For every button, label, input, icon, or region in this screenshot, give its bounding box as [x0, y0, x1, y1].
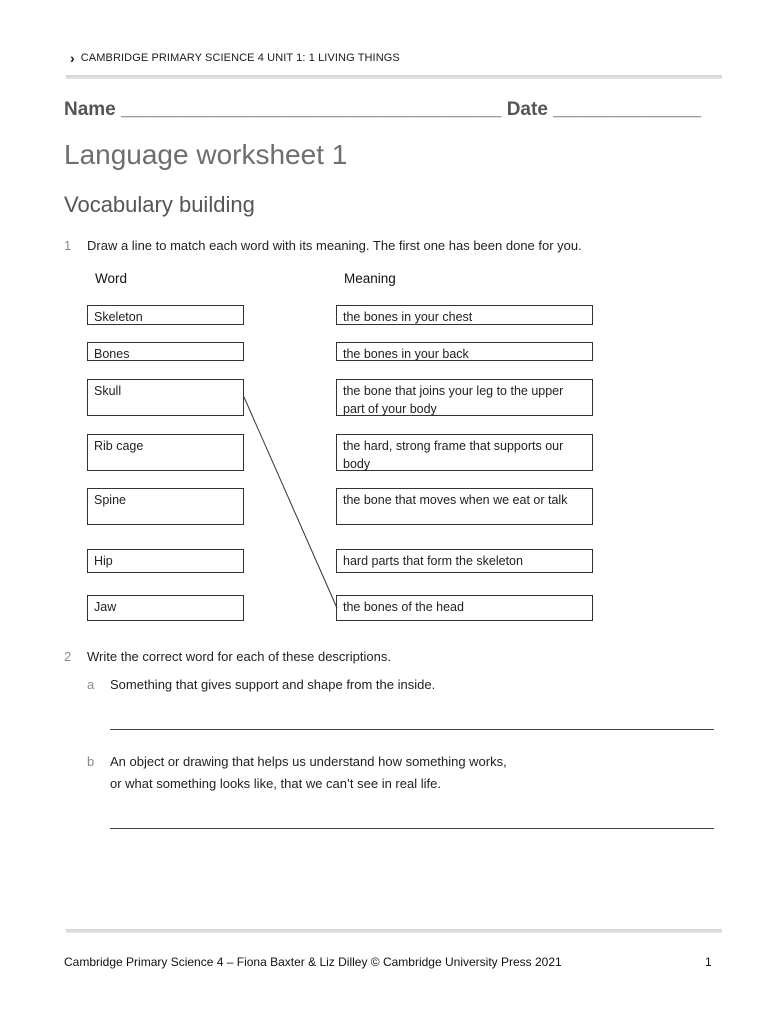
part-b-letter: b	[87, 754, 95, 769]
chevron-right-icon: ›	[70, 49, 75, 66]
meaning-box-chest: the bones in your chest	[336, 305, 593, 325]
meaning-box-back: the bones in your back	[336, 342, 593, 361]
question-2-number: 2	[64, 649, 72, 664]
word-column-header: Word	[95, 271, 128, 286]
part-b-answer-line[interactable]	[110, 828, 714, 829]
question-1-number: 1	[64, 238, 72, 253]
meaning-box-head: the bones of the head	[336, 595, 593, 621]
word-box-skeleton: Skeleton	[87, 305, 244, 325]
meaning-box-hard-parts: hard parts that form the skeleton	[336, 549, 593, 573]
meaning-box-hip-joint: the bone that joins your leg to the upper part of your body	[336, 379, 593, 416]
footer-divider	[66, 929, 722, 933]
meaning-box-eat-talk: the bone that moves when we eat or talk	[336, 488, 593, 525]
section-heading: Vocabulary building	[64, 192, 255, 217]
part-b-text-line-1: An object or drawing that helps us understand how something works,	[110, 754, 507, 769]
part-a-letter: a	[87, 677, 95, 692]
question-2-text: Write the correct word for each of these descriptions.	[87, 649, 391, 664]
name-date-line: Name ____________________________________ Date ______________	[64, 99, 702, 120]
word-box-bones: Bones	[87, 342, 244, 361]
page-number: 1	[705, 955, 712, 969]
word-box-hip: Hip	[87, 549, 244, 573]
meaning-column-header: Meaning	[344, 271, 396, 286]
word-box-spine: Spine	[87, 488, 244, 525]
part-a-text: Something that gives support and shape from the inside.	[110, 677, 436, 692]
word-box-skull: Skull	[87, 379, 244, 416]
part-b-text-line-2: or what something looks like, that we can’t see in real life.	[110, 776, 441, 791]
footer-credit: Cambridge Primary Science 4 – Fiona Baxter & Liz Dilley © Cambridge University Press 2021	[64, 955, 562, 969]
part-a-answer-line[interactable]	[110, 729, 714, 730]
word-box-jaw: Jaw	[87, 595, 244, 621]
breadcrumb: CAMBRIDGE PRIMARY SCIENCE 4 UNIT 1: 1 LIVING THINGS	[80, 52, 400, 64]
word-box-rib-cage: Rib cage	[87, 434, 244, 471]
question-1-text: Draw a line to match each word with its meaning. The first one has been done for you.	[87, 238, 582, 253]
page-title: Language worksheet 1	[64, 139, 348, 170]
meaning-box-frame: the hard, strong frame that supports our body	[336, 434, 593, 471]
